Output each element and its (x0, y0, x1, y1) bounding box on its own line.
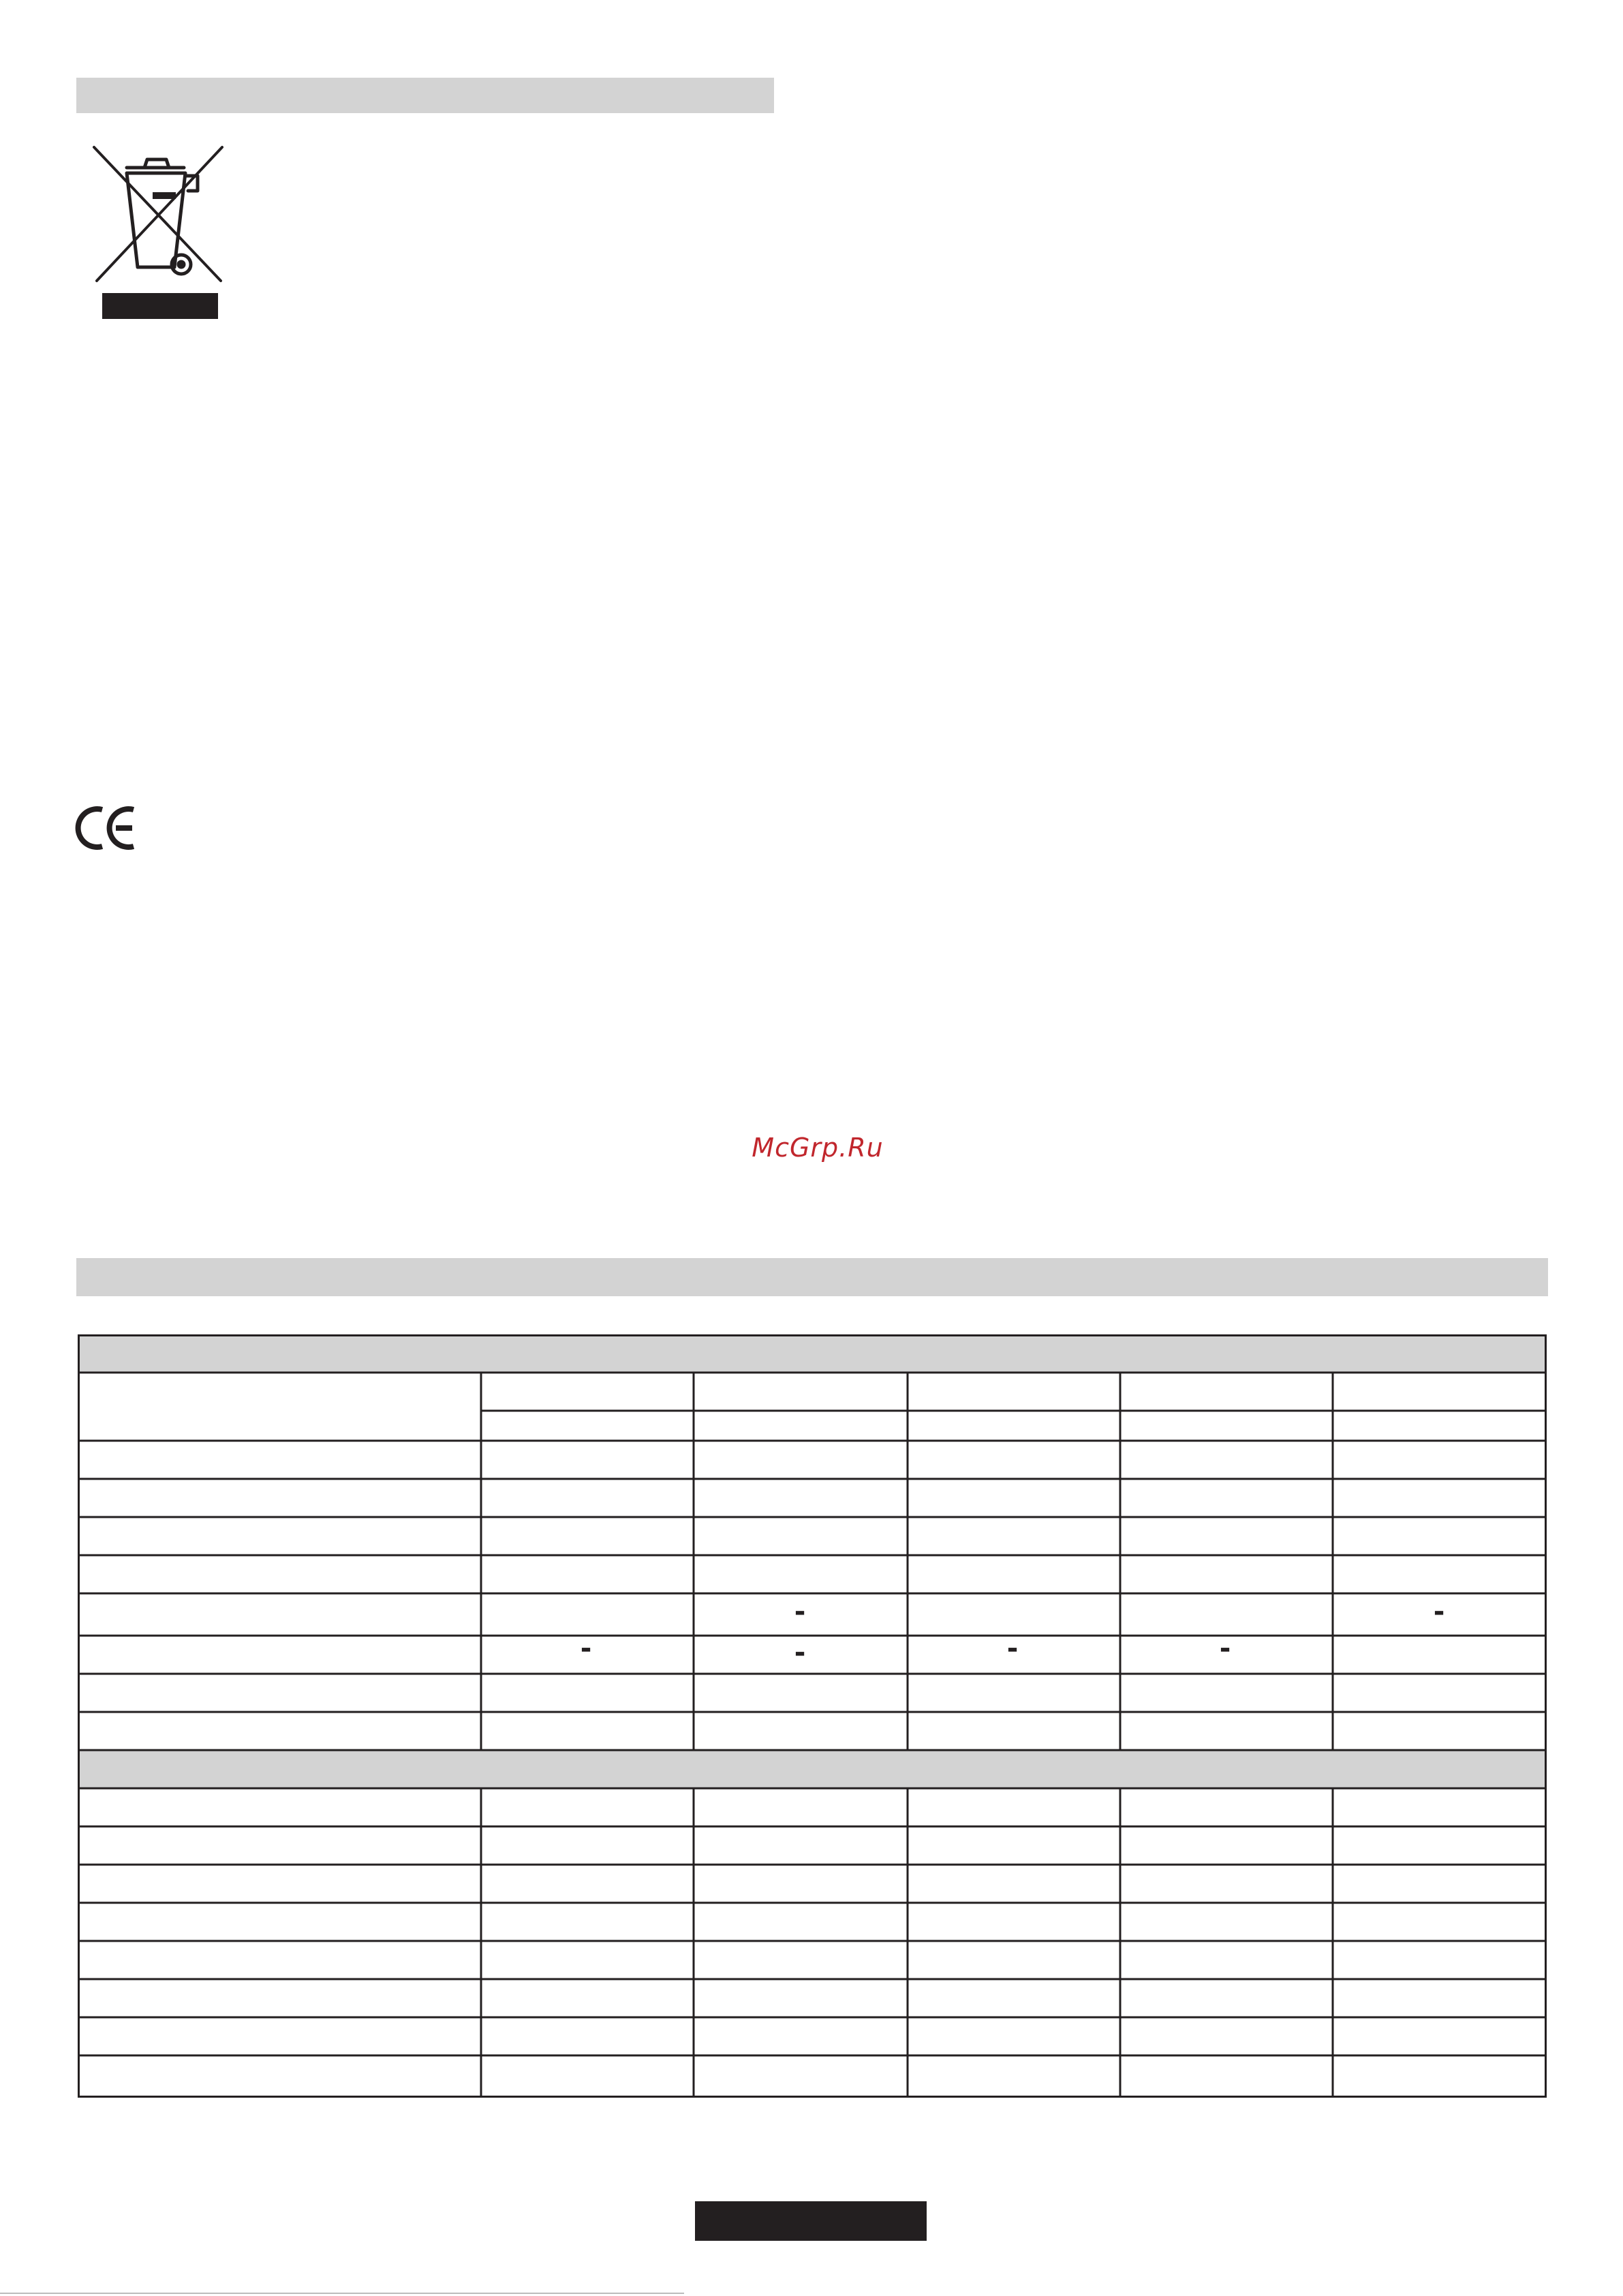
section-header-bar-specs (76, 1258, 1548, 1296)
specification-table (78, 1334, 1547, 2098)
watermark-text: McGrp.Ru (752, 1133, 884, 1163)
table-section-header-2 (78, 1750, 1547, 1788)
footer-page-block (695, 2201, 927, 2241)
cell-dash: - (580, 1633, 592, 1664)
cell-dash: - (794, 1596, 806, 1627)
table-section-header-1 (78, 1334, 1547, 1373)
cell-dash: - (1006, 1633, 1019, 1664)
weee-bin-icon (82, 139, 234, 320)
cell-dash: - (1219, 1633, 1231, 1664)
ce-mark-icon (75, 804, 139, 852)
cell-dash: - (1433, 1596, 1445, 1627)
footer-rule (0, 2293, 684, 2294)
section-header-bar-top (76, 78, 774, 113)
cell-dash: - (794, 1637, 806, 1668)
